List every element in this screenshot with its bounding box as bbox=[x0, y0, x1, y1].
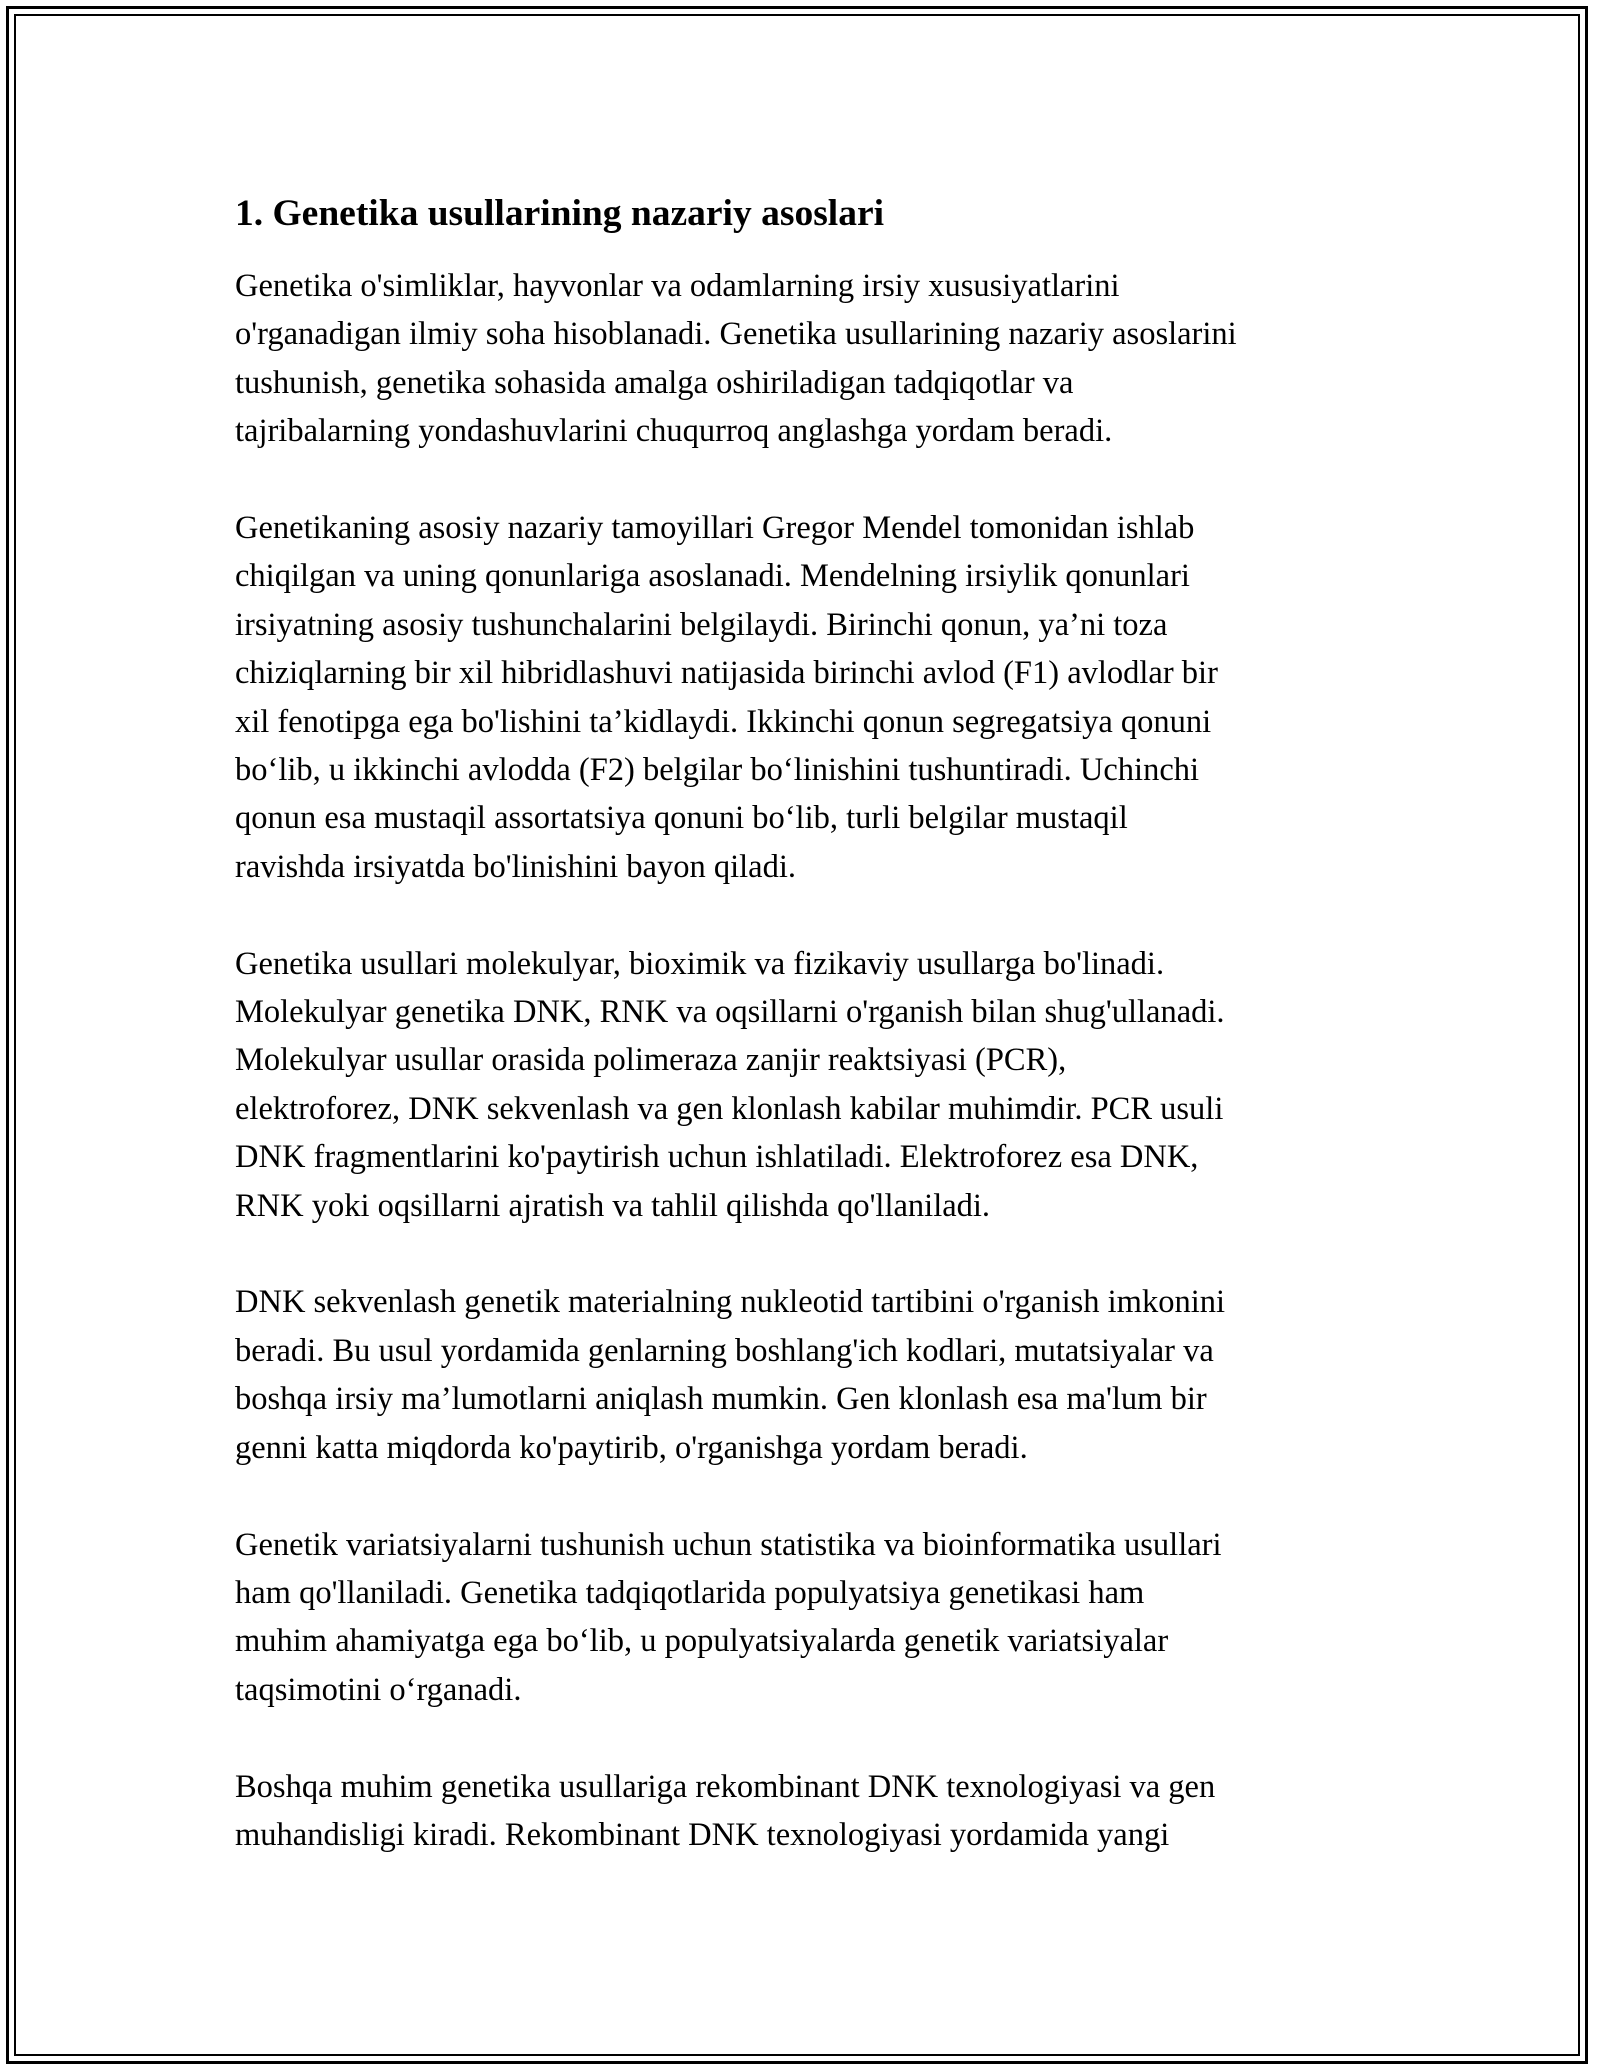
paragraph-mendel bbox=[235, 504, 1385, 891]
paragraph-intro bbox=[235, 262, 1385, 456]
paragraph-line: taqsimotini o‘rganadi. bbox=[235, 1671, 522, 1708]
paragraph-line: Genetikaning asosiy nazariy tamoyillari Gregor Mendel tomonidan ishlab bbox=[235, 510, 1195, 547]
paragraph-line: DNK sekvenlash genetik materialning nukleotid tartibini o'rganish imkonini bbox=[235, 1284, 1226, 1321]
paragraph-line: chiziqlarning bir xil hibridlashuvi natijasida birinchi avlod (F1) avlodlar bir bbox=[235, 655, 1218, 692]
paragraph-line: Molekulyar genetika DNK, RNK va oqsillarni o'rganish bilan shug'ullanadi. bbox=[235, 994, 1225, 1031]
paragraph-recombinant bbox=[235, 1763, 1385, 1860]
paragraph-line: xil fenotipga ega bo'lishini ta’kidlaydi. Ikkinchi qonun segregatsiya qonuni bbox=[235, 703, 1212, 740]
paragraph-line: elektroforez, DNK sekvenlash va gen klonlash kabilar muhimdir. PCR usuli bbox=[235, 1090, 1224, 1127]
paragraph-line: o'rganadigan ilmiy soha hisoblanadi. Genetika usullarining nazariy asoslarini bbox=[235, 316, 1237, 353]
paragraph-line: Genetika o'simliklar, hayvonlar va odamlarning irsiy xususiyatlarini bbox=[235, 268, 1120, 304]
paragraph-line: beradi. Bu usul yordamida genlarning boshlang'ich kodlari, mutatsiyalar va bbox=[235, 1332, 1214, 1369]
paragraph-sequencing bbox=[235, 1278, 1385, 1472]
paragraph-line: qonun esa mustaqil assortatsiya qonuni bo‘lib, turli belgilar mustaqil bbox=[235, 800, 1128, 837]
paragraph-line: muhim ahamiyatga ega bo‘lib, u populyatsiyalarda genetik variatsiyalar bbox=[235, 1623, 1169, 1660]
paragraph-line: tajribalarning yondashuvlarini chuqurroq anglashga yordam beradi. bbox=[235, 413, 1113, 450]
paragraph-line: RNK yoki oqsillarni ajratish va tahlil qilishda qo'llaniladi. bbox=[235, 1187, 991, 1224]
paragraph-molecular-methods bbox=[235, 940, 1385, 1230]
section-heading: 1. Genetika usullarining nazariy asoslari bbox=[235, 193, 885, 234]
document-body bbox=[235, 189, 1385, 1859]
paragraph-line: DNK fragmentlarini ko'paytirish uchun ishlatiladi. Elektroforez esa DNK, bbox=[235, 1139, 1199, 1176]
paragraph-variation bbox=[235, 1521, 1385, 1715]
paragraph-line: ravishda irsiyatda bo'linishini bayon qiladi. bbox=[235, 848, 796, 885]
paragraph-line: Molekulyar usullar orasida polimeraza zanjir reaktsiyasi (PCR), bbox=[235, 1042, 1067, 1079]
paragraph-line: muhandisligi kiradi. Rekombinant DNK texnologiyasi yordamida yangi bbox=[235, 1816, 1170, 1853]
paragraph-line: ham qo'llaniladi. Genetika tadqiqotlarida populyatsiya genetikasi ham bbox=[235, 1574, 1145, 1611]
paragraph-line: tushunish, genetika sohasida amalga oshiriladigan tadqiqotlar va bbox=[235, 364, 1074, 401]
paragraph-line: Boshqa muhim genetika usullariga rekombinant DNK texnologiyasi va gen bbox=[235, 1768, 1216, 1805]
paragraph-line: Genetik variatsiyalarni tushunish uchun statistika va bioinformatika usullari bbox=[235, 1526, 1222, 1563]
paragraph-line: boshqa irsiy ma’lumotlarni aniqlash mumkin. Gen klonlash esa ma'lum bir bbox=[235, 1381, 1207, 1418]
paragraph-line: irsiyatning asosiy tushunchalarini belgilaydi. Birinchi qonun, ya’ni toza bbox=[235, 606, 1168, 643]
paragraph-line: Genetika usullari molekulyar, bioximik va fizikaviy usullarga bo'linadi. bbox=[235, 945, 1165, 982]
paragraph-line: genni katta miqdorda ko'paytirib, o'rganishga yordam beradi. bbox=[235, 1429, 1028, 1466]
paragraph-line: chiqilgan va uning qonunlariga asoslanadi. Mendelning irsiylik qonunlari bbox=[235, 558, 1190, 595]
paragraph-line: bo‘lib, u ikkinchi avlodda (F2) belgilar bo‘linishini tushuntiradi. Uchinchi bbox=[235, 752, 1200, 789]
